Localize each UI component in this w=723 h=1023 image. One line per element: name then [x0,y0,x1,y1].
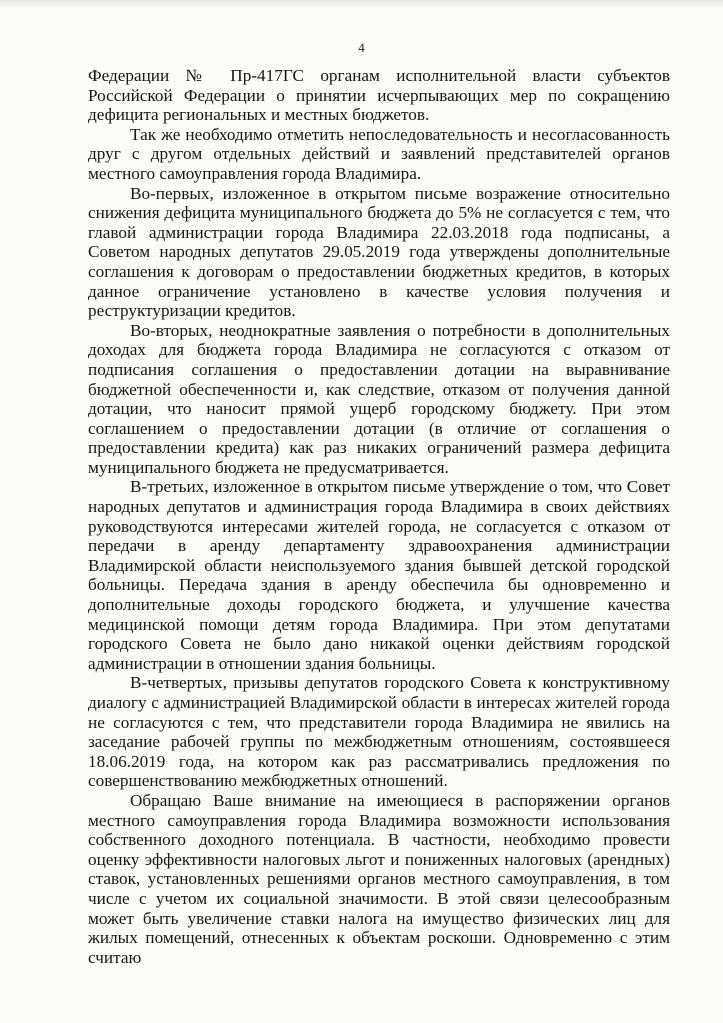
letter-body [88,66,670,967]
page-number: 4 [358,40,365,55]
paragraph-first-point: Во-первых, изложенное в открытом письме возражение относительно снижения дефицита муниципального бюджета до 5% не согласуется с тем, что главой администрации города Владимира 22.03.2018 года подписаны, а Советом народных депутатов 29.05.2019 года утверждены дополнительные соглашения к договорам о предоставлении бюджетных кредитов, в которых данное ограничение установлено в качестве условия получения и реструктуризации кредитов. [88,183,670,321]
paragraph-continuation: Федерации № Пр-417ГС органам исполнительной власти субъектов Российской Федерации о принятии исчерпывающих мер по сокращению дефицита региональных и местных бюджетов. [88,66,670,125]
paragraph-second-point: Во-вторых, неоднократные заявления о потребности в дополнительных доходах для бюджета города Владимира не согласуются с отказом от подписания соглашения о предоставлении дотации на выравнивание бюджетной обеспеченности и, как следствие, отказом от получения данной дотации, что наносит прямой ущерб городскому бюджету. При этом соглашением о предоставлении дотации (в отличие от соглашения о предоставлении кредита) как раз никаких ограничений размера дефицита муниципального бюджета не предусматривается. [88,320,670,477]
paragraph-revenue-potential: Обращаю Ваше внимание на имеющиеся в распоряжении органов местного самоуправления города Владимира возможности использования собственного доходного потенциала. В частности, необходимо провести оценку эффективности налоговых льгот и пониженных налоговых (арендных) ставок, установленных решениями органов местного самоуправления, в том числе с учетом их социальной значимости. В этой связи целесообразным может быть увеличение ставки налога на имущество физических лиц для жилых помещений, отнесенных к объектам роскоши. Одновременно с этим считаю [88,790,670,967]
paragraph-fourth-point: В-четвертых, призывы депутатов городского Совета к конструктивному диалогу с администрацией Владимирской области в интересах жителей города не согласуются с тем, что представители города Владимира не явились на заседание рабочей группы по межбюджетным отношениям, состоявшееся 18.06.2019 года, на котором как раз рассматривались предложения по совершенствованию межбюджетных отношений. [88,673,670,791]
paragraph-third-point: В-третьих, изложенное в открытом письме утверждение о том, что Совет народных депутатов и администрация города Владимира в своих действиях руководствуются интересами жителей города, не согласуется с отказом от передачи в аренду департаменту здравоохранения администрации Владимирской области неиспользуемого здания бывшей детской городской больницы. Передача здания в аренду обеспечила бы одновременно и дополнительные доходы городского бюджета, и улучшение качества медицинской помощи детям города Владимира. При этом депутатами городского Совета не было дано никакой оценки действиям городской администрации в отношении здания больницы. [88,477,670,673]
paragraph-inconsistency: Так же необходимо отметить непоследовательность и несогласованность друг с другом отдельных действий и заявлений представителей органов местного самоуправления города Владимира. [88,124,670,183]
scan-edge-shadow [0,0,723,8]
